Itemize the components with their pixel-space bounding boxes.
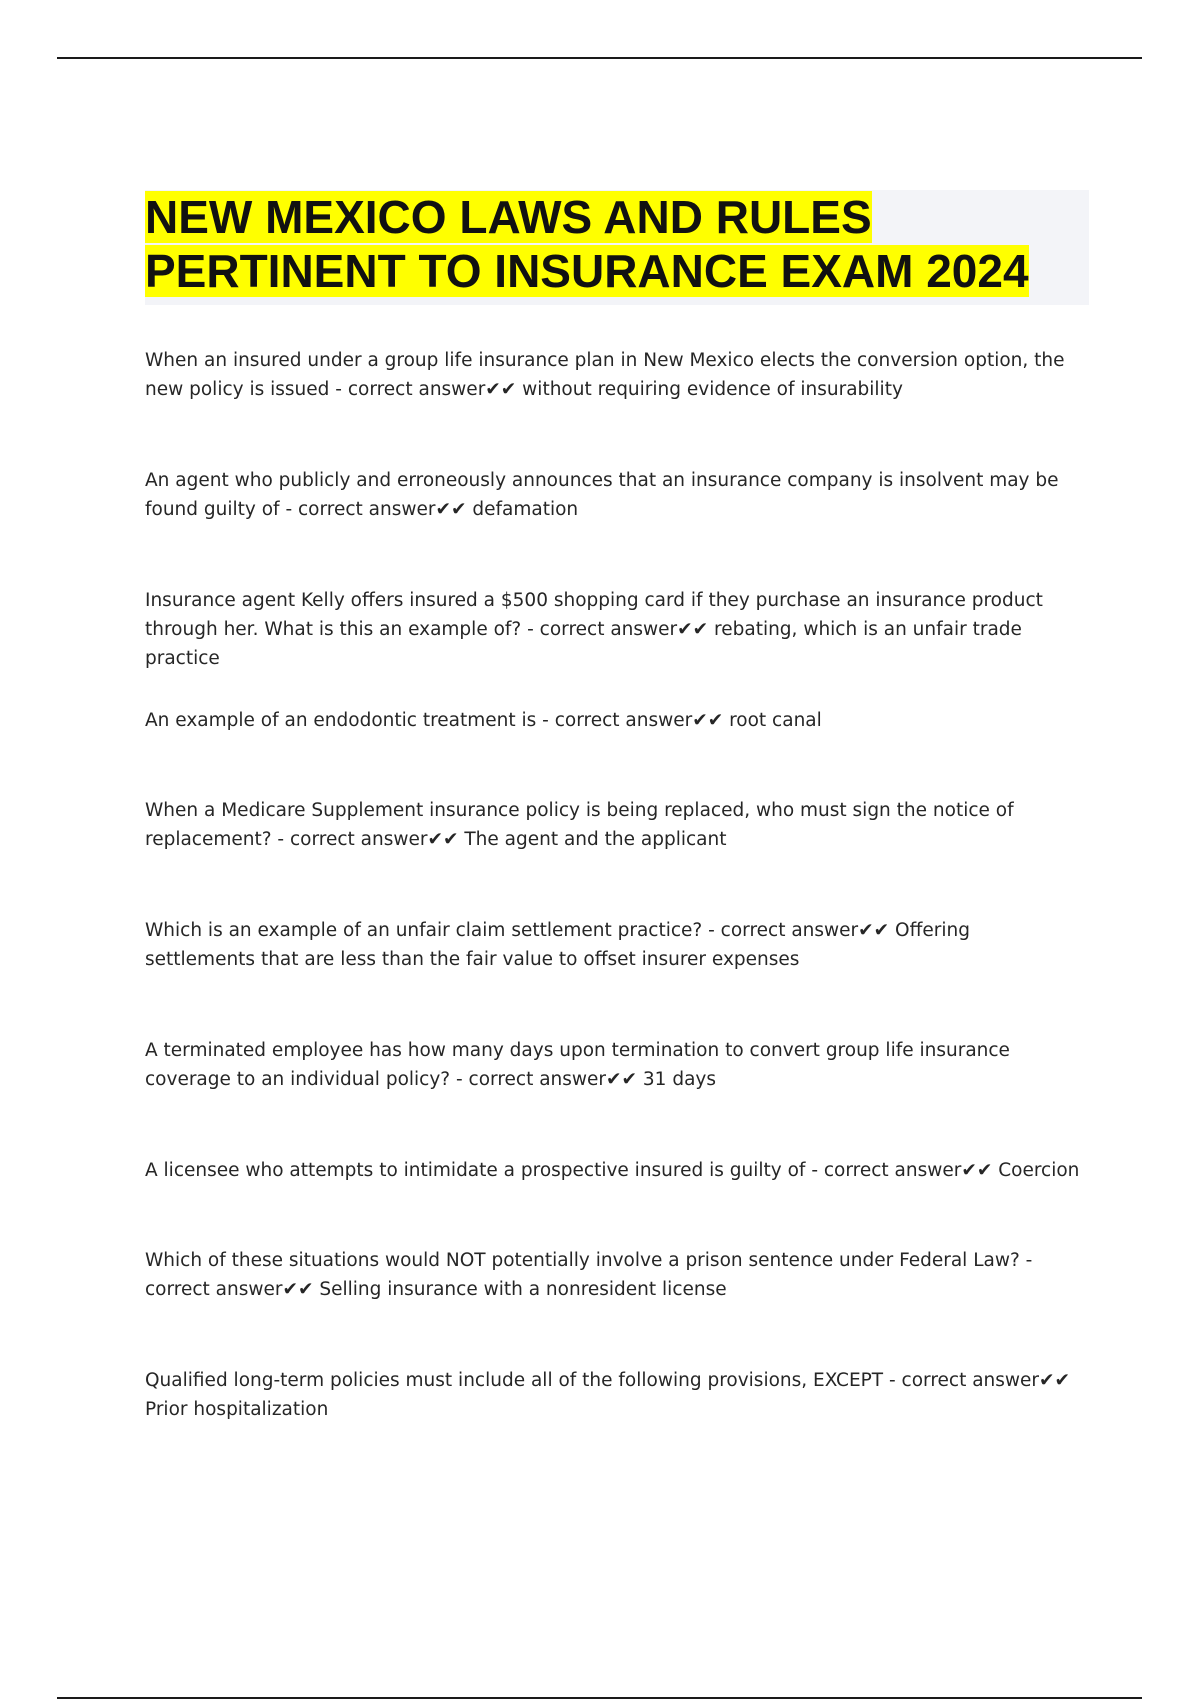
qa-item: A licensee who attempts to intimidate a prospective insured is guilty of - correct answer✔✔ Coercion	[145, 1160, 1080, 1181]
qa-item: When an insured under a group life insurance plan in New Mexico elects the conversion option, the new policy is issued - correct answer✔✔ without requiring evidence of insurability	[145, 350, 1065, 400]
qa-item: Qualified long-term policies must include all of the following provisions, EXCEPT - correct answer✔✔ Prior hospitalization	[145, 1370, 1071, 1420]
qa-item: A terminated employee has how many days upon termination to convert group life insurance coverage to an individual policy? - correct answer✔✔ 31 days	[145, 1040, 1010, 1090]
document-title	[145, 190, 1089, 298]
qa-item: Insurance agent Kelly offers insured a $500 shopping card if they purchase an insurance product through her. What is this an example of? - correct answer✔✔ rebating, which is an unfair trade practice	[145, 590, 1043, 669]
qa-item: An example of an endodontic treatment is - correct answer✔✔ root canal	[145, 710, 822, 731]
qa-item: Which is an example of an unfair claim settlement practice? - correct answer✔✔ Offering settlements that are less than the fair value to offset insurer expenses	[145, 920, 970, 970]
qa-item: An agent who publicly and erroneously announces that an insurance company is insolvent may be found guilty of - correct answer✔✔ defamation	[145, 470, 1059, 520]
question-answer-list	[145, 346, 1085, 1486]
qa-item: Which of these situations would NOT potentially involve a prison sentence under Federal Law? - correct answer✔✔ Selling insurance with a nonresident license	[145, 1250, 1033, 1300]
bottom-rule	[57, 1697, 1142, 1699]
title-block	[145, 190, 1089, 305]
top-rule	[57, 57, 1142, 59]
title-line-1: NEW MEXICO LAWS AND RULES	[145, 191, 872, 243]
qa-item: When a Medicare Supplement insurance policy is being replaced, who must sign the notice of replacement? - correct answer✔✔ The agent and the applicant	[145, 800, 1014, 850]
title-line-2: PERTINENT TO INSURANCE EXAM 2024	[145, 245, 1029, 297]
